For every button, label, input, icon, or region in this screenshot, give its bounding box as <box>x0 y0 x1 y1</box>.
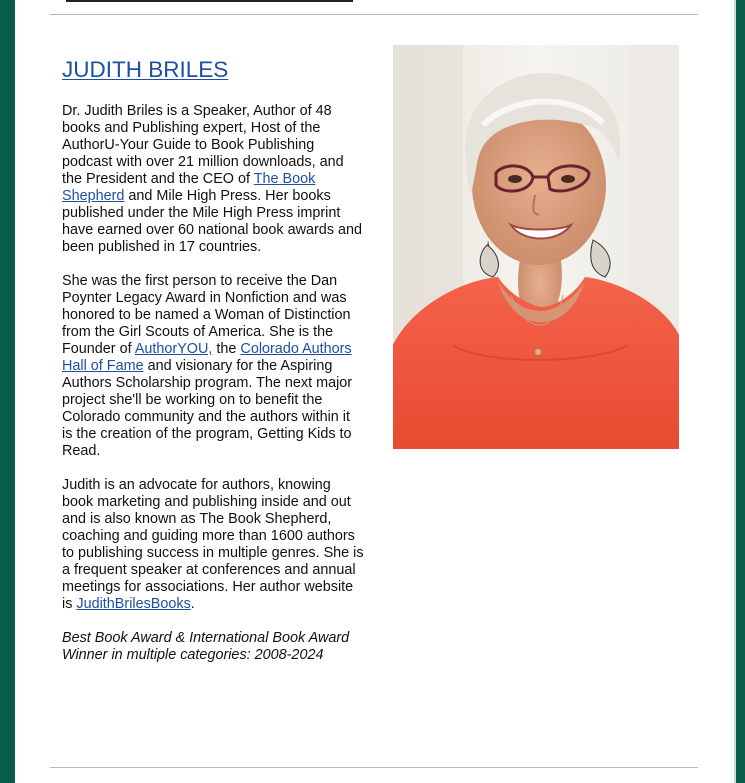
author-bio <box>62 56 364 664</box>
bio-p3-text-2: . <box>190 596 195 612</box>
colorado-authors-hall-of-fame-link[interactable]: Colorado Authors Hall of Fame <box>62 341 352 374</box>
book-shepherd-link[interactable]: The Book Shepherd <box>62 171 316 204</box>
judith-briles-books-link[interactable]: JudithBrilesBooks <box>76 596 191 612</box>
bio-p1-text-1: Dr. Judith Briles is a Speaker, Author of 48 books and Publishing expert, Host of the AuthorU-Your Guide to Book Publishing podcast with over 21 million downloads, and the President and the CEO of <box>62 103 344 187</box>
award-statement: Best Book Award & International Book Award Winner in multiple categories: 2008-2024 <box>62 630 350 663</box>
bio-paragraph-2 <box>62 273 364 460</box>
portrait-illustration <box>393 45 679 449</box>
section-divider-bottom <box>50 767 698 768</box>
bio-p2-text-1: She was the first person to receive the Dan Poynter Legacy Award in Nonfiction and was honored to be named a Woman of Distinction from the Girl Scouts of America. She is the Founder of <box>62 273 351 357</box>
bio-p2-text-3: and visionary for the Aspiring Authors Scholarship program. The next major project she'll be working on to benefit the Colorado community and the authors within it is the creation of the program, Getting Kids to Read. <box>62 358 353 459</box>
right-frame-border <box>734 0 745 783</box>
author-name-heading[interactable]: JUDITH BRILES <box>62 57 229 82</box>
author-portrait-photo <box>393 45 679 449</box>
bio-p3-text-1: Judith is an advocate for authors, knowing book marketing and publishing inside and out and is also known as The Book Shepherd, coaching and guiding more than 1600 authors to publishing success in multiple genres. She is a frequent speaker at conferences and annual meetings for associations. Her author website is <box>62 477 364 612</box>
bio-paragraph-1 <box>62 103 364 256</box>
left-frame-border <box>0 0 15 783</box>
section-divider-top <box>50 14 698 15</box>
bio-p1-text-2: and Mile High Press. Her books published under the Mile High Press imprint have earned over 60 national book awards and been published in 17 countries. <box>62 188 363 255</box>
top-underline-fragment <box>66 0 353 2</box>
bio-p2-text-2: the <box>212 341 241 357</box>
bio-paragraph-3 <box>62 477 364 613</box>
authoryou-link[interactable]: AuthorYOU, <box>134 341 213 357</box>
